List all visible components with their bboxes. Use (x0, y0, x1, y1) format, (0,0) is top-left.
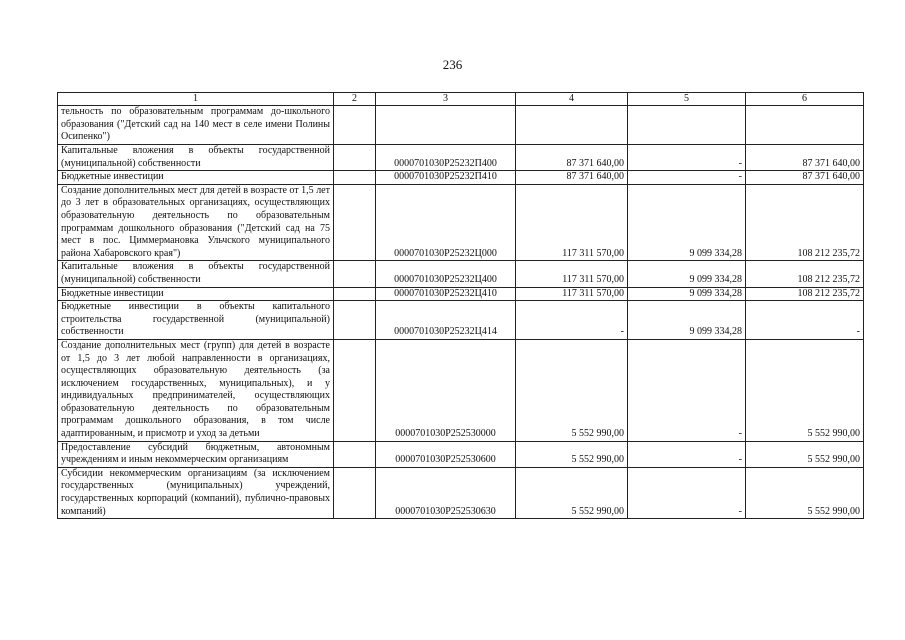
row-col6: 5 552 990,00 (746, 339, 864, 441)
row-code: 0000701030P25232Ц410 (376, 287, 516, 301)
header-cell: 6 (746, 93, 864, 106)
row-col4: 117 311 570,00 (516, 287, 628, 301)
row-code: 0000701030P25232П410 (376, 171, 516, 185)
row-description: Капитальные вложения в объекты государственной (муниципальной) собственности (58, 145, 334, 171)
table-row (58, 261, 864, 287)
row-col2 (334, 339, 376, 441)
row-col6: 108 212 235,72 (746, 287, 864, 301)
budget-table (57, 92, 864, 519)
row-description: Бюджетные инвестиции (58, 287, 334, 301)
table-row (58, 184, 864, 261)
header-cell: 2 (334, 93, 376, 106)
row-description: Капитальные вложения в объекты государственной (муниципальной) собственности (58, 261, 334, 287)
row-col2 (334, 171, 376, 185)
table-row (58, 467, 864, 518)
page-number: 236 (442, 57, 463, 72)
row-col5 (628, 106, 746, 145)
row-col6: 108 212 235,72 (746, 184, 864, 261)
row-code: 0000701030P252530000 (376, 339, 516, 441)
row-col5: - (628, 467, 746, 518)
row-col2 (334, 145, 376, 171)
row-col5: - (628, 171, 746, 185)
table-row (58, 287, 864, 301)
row-col4 (516, 106, 628, 145)
row-description: Бюджетные инвестиции в объекты капитального строительства государственной (муниципальной) собственности (58, 301, 334, 340)
table-row (58, 106, 864, 145)
header-cell: 1 (58, 93, 334, 106)
row-col6 (746, 106, 864, 145)
row-col2 (334, 184, 376, 261)
row-col4: 87 371 640,00 (516, 145, 628, 171)
table-row (58, 171, 864, 185)
row-col6: 5 552 990,00 (746, 467, 864, 518)
row-code: 0000701030P252530630 (376, 467, 516, 518)
row-col5: 9 099 334,28 (628, 184, 746, 261)
header-cell: 5 (628, 93, 746, 106)
row-col2 (334, 261, 376, 287)
header-cell: 4 (516, 93, 628, 106)
row-col4: 5 552 990,00 (516, 441, 628, 467)
row-col4: 5 552 990,00 (516, 339, 628, 441)
row-col4: 117 311 570,00 (516, 261, 628, 287)
row-col5: - (628, 339, 746, 441)
row-col5: 9 099 334,28 (628, 287, 746, 301)
row-col6: - (746, 301, 864, 340)
row-code: 0000701030P25232Ц400 (376, 261, 516, 287)
table-header-row (58, 93, 864, 106)
row-col6: 87 371 640,00 (746, 145, 864, 171)
row-description: Субсидии некоммерческим организациям (за исключением государственных (муниципальных) учреждений, государственных корпораций (компаний), публично-правовых компаний) (58, 467, 334, 518)
row-code: 0000701030P25232Ц000 (376, 184, 516, 261)
row-description: Создание дополнительных мест для детей в возрасте от 1,5 лет до 3 лет в образовательных организациях, осуществляющих образовательную деятельность по образовательным программам дошкольного образования ("Детский сад на 75 мест в пос. Циммермановка Ульчского муниципального района Хабаровского края") (58, 184, 334, 261)
row-col4: 5 552 990,00 (516, 467, 628, 518)
row-col4: 117 311 570,00 (516, 184, 628, 261)
table-row (58, 301, 864, 340)
table-row (58, 441, 864, 467)
row-code: 0000701030P252530600 (376, 441, 516, 467)
row-description: тельность по образовательным программам до-школьного образования ("Детский сад на 140 мест в селе имени Полины Осипенко") (58, 106, 334, 145)
row-col4: - (516, 301, 628, 340)
row-description: Создание дополнительных мест (групп) для детей в возрасте от 1,5 до 3 лет любой направленности в организациях, осуществляющих образовательную деятельность (за исключением государственных, муниципальных), и у индивидуальных предпринимателей, осуществляющих образовательную деятельность по образовательным программам дошкольного образования, в том числе адаптированным, и присмотр и уход за детьми (58, 339, 334, 441)
table-row (58, 145, 864, 171)
row-col2 (334, 287, 376, 301)
row-col2 (334, 441, 376, 467)
header-cell: 3 (376, 93, 516, 106)
row-code: 0000701030P25232Ц414 (376, 301, 516, 340)
row-col2 (334, 301, 376, 340)
table-row (58, 339, 864, 441)
row-code (376, 106, 516, 145)
row-description: Бюджетные инвестиции (58, 171, 334, 185)
row-col6: 5 552 990,00 (746, 441, 864, 467)
row-code: 0000701030P25232П400 (376, 145, 516, 171)
row-col6: 87 371 640,00 (746, 171, 864, 185)
row-col5: - (628, 441, 746, 467)
row-col2 (334, 106, 376, 145)
row-col5: 9 099 334,28 (628, 301, 746, 340)
row-col5: - (628, 145, 746, 171)
row-col5: 9 099 334,28 (628, 261, 746, 287)
row-col6: 108 212 235,72 (746, 261, 864, 287)
row-description: Предоставление субсидий бюджетным, автономным учреждениям и иным некоммерческим организациям (58, 441, 334, 467)
row-col4: 87 371 640,00 (516, 171, 628, 185)
row-col2 (334, 467, 376, 518)
